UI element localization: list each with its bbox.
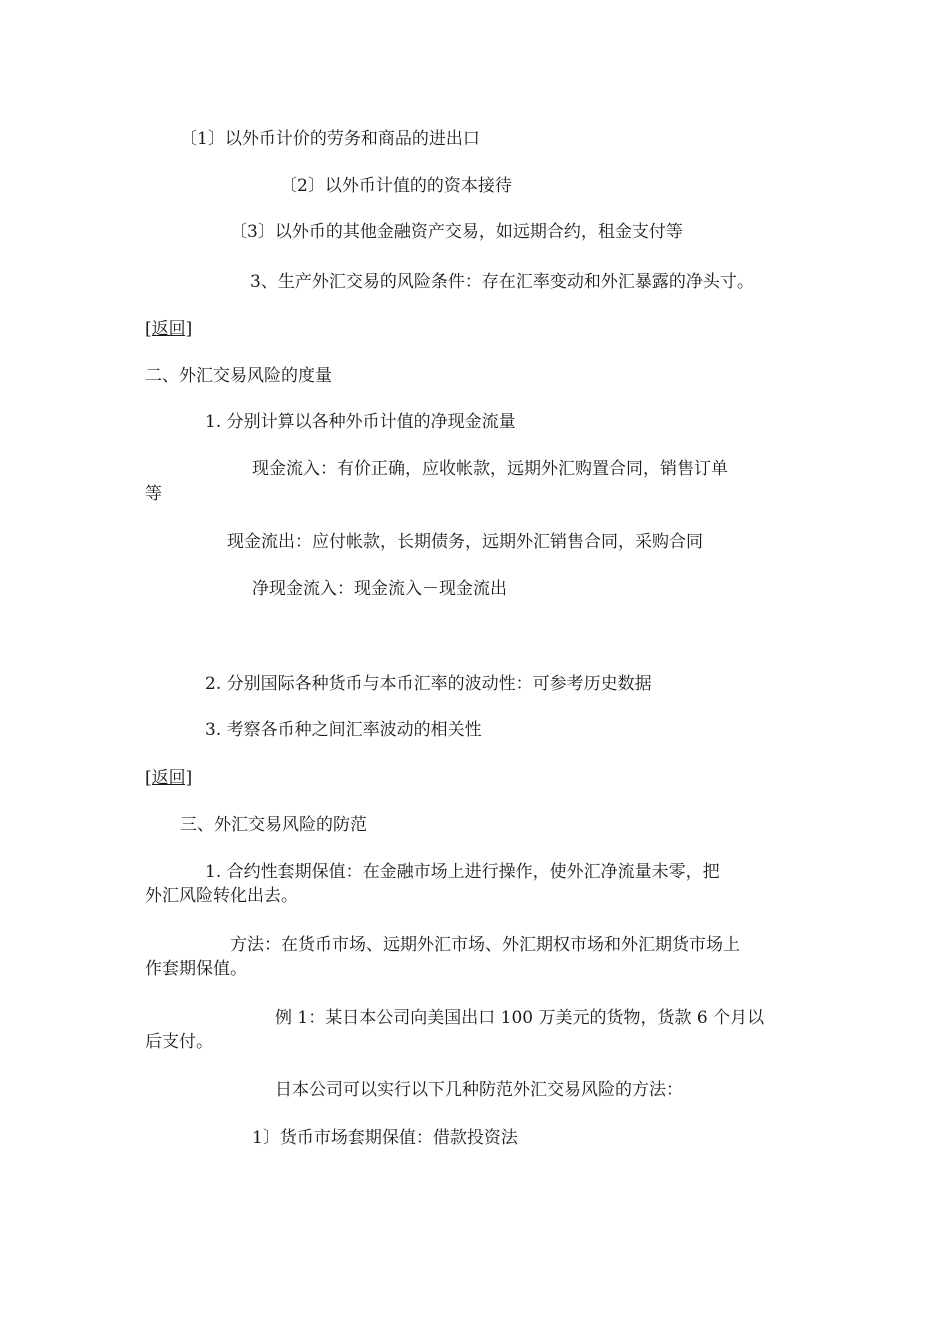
section-2-step-3: 3. 考察各币种之间汇率波动的相关性 [205, 720, 482, 740]
cash-outflow-text: 现金流出：应付帐款，长期债务，远期外汇销售合同，采购合同 [227, 532, 703, 552]
methods-intro-text: 日本公司可以实行以下几种防范外汇交易风险的方法： [275, 1080, 683, 1100]
section-2-step-2: 2. 分别国际各种货币与本币汇率的波动性：可参考历史数据 [205, 674, 652, 694]
list-item-1: 〔1〕以外币计价的劳务和商品的进出口 [180, 129, 480, 149]
hedge-text-line-2: 外汇风险转化出去。 [145, 886, 298, 906]
example-text-line-2: 后支付。 [145, 1032, 213, 1052]
cash-inflow-line-1: 现金流入：有价正确，应收帐款，远期外汇购置合同，销售订单 [252, 459, 728, 479]
method-text-line-1: 方法：在货币市场、远期外汇市场、外汇期权市场和外汇期货市场上 [230, 935, 740, 955]
section-2-step-1: 1. 分别计算以各种外币计值的净现金流量 [205, 412, 516, 432]
risk-conditions-text: 3、生产外汇交易的风险条件：存在汇率变动和外汇暴露的净头寸。 [250, 272, 754, 292]
method-text-line-2: 作套期保值。 [145, 959, 247, 979]
list-item-2: 〔2〕以外币计值的的资本接待 [280, 176, 512, 196]
cash-inflow-line-2: 等 [145, 484, 162, 504]
example-text-line-1: 例 1：某日本公司向美国出口 100 万美元的货物，货款 6 个月以 [275, 1008, 765, 1028]
list-item-3: 〔3〕以外币的其他金融资产交易，如远期合约，租金支付等 [230, 222, 683, 242]
method-1-text: 1〕货币市场套期保值：借款投资法 [252, 1128, 518, 1148]
section-3-heading: 三、外汇交易风险的防范 [180, 815, 367, 835]
hedge-text-line-1: 1. 合约性套期保值：在金融市场上进行操作，使外汇净流量未零，把 [205, 862, 720, 882]
section-2-heading: 二、外汇交易风险的度量 [145, 366, 332, 386]
net-cash-text: 净现金流入：现金流入－现金流出 [252, 579, 507, 599]
return-link-1[interactable]: [返回] [145, 319, 193, 339]
return-link-2[interactable]: [返回] [145, 768, 193, 788]
